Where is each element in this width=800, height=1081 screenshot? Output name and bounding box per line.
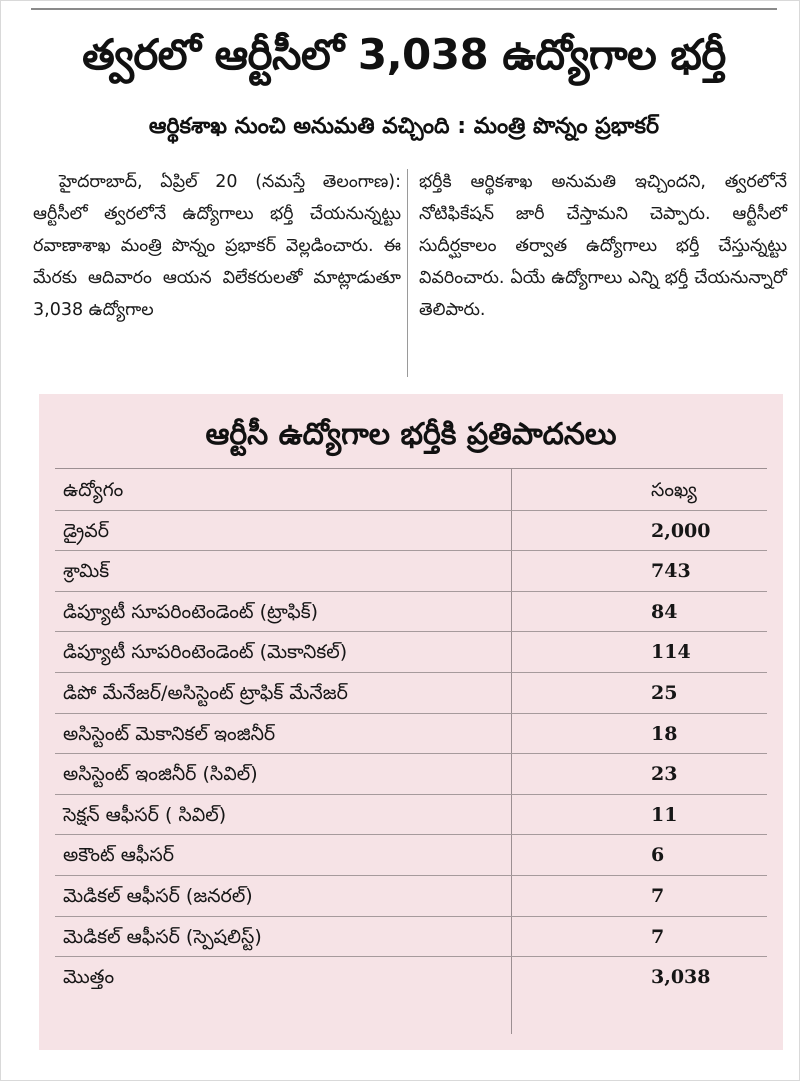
row-post: అసిస్టెంట్ ఇంజినీర్ (సివిల్) (63, 763, 258, 786)
table-row (55, 835, 767, 876)
row-post: అసిస్టెంట్ మెకానికల్ ఇంజినీర్ (63, 722, 276, 745)
total-label: మొత్తం (63, 966, 115, 989)
row-post: మెడికల్ ఆఫీసర్ (జనరల్) (63, 884, 253, 907)
row-count: 6 (651, 844, 665, 867)
table-row (55, 714, 767, 755)
row-count: 25 (651, 681, 678, 704)
row-post: డిప్యూటీ సూపరింటెండెంట్ (ట్రాఫిక్) (63, 600, 319, 623)
top-rule (31, 8, 777, 10)
header-count: సంఖ్య (651, 479, 697, 501)
row-count: 11 (651, 803, 678, 826)
row-post: డిప్యూటీ సూపరింటెండెంట్ (మెకానికల్) (63, 641, 348, 664)
row-count: 743 (651, 560, 691, 583)
table-header-row (55, 470, 767, 511)
table-row (55, 754, 767, 795)
table-rows (55, 470, 767, 998)
subheadline: ఆర్థికశాఖ నుంచి అనుమతి వచ్చింది : మంత్రి పొన్నం ప్రభాకర్ (148, 114, 660, 139)
article-body-left-column: హైదరాబాద్, ఏప్రిల్ 20 (నమస్తే తెలంగాణ): ఆర్టీసీలో త్వరలోనే ఉద్యోగాలు భర్తీ చేయనున్నట్టు రవాణాశాఖ మంత్రి పొన్నం ప్రభాకర్ వెల్లడించారు. ఈ మేరకు ఆదివారం ఆయన విలేకరులతో మాట్లాడుతూ 3,038 ఉద్యోగాల (33, 172, 401, 320)
table-row (55, 917, 767, 958)
header-post: ఉద్యోగం (63, 479, 124, 501)
article-body-right-column: భర్తీకి ఆర్థికశాఖ అనుమతి ఇచ్చిందని, త్వరలోనే నోటిఫికేషన్ జారీ చేస్తామని చెప్పారు. ఆర్టీసీలో సుదీర్ఘకాలం తర్వాత ఉద్యోగాలు భర్తీ చేస్తున్నట్టు వివరించారు. ఏయే ఉద్యోగాలు ఎన్ని భర్తీ చేయనున్నారో తెలిపారు. (419, 172, 787, 320)
row-count: 2,000 (651, 519, 711, 542)
row-post: డ్రైవర్ (63, 519, 110, 542)
column-divider (407, 169, 408, 377)
table-row (55, 551, 767, 592)
headline: త్వరలో ఆర్టీసీలో 3,038 ఉద్యోగాల భర్తీ (82, 30, 726, 79)
row-post: అకౌంట్ ఆఫీసర్ (63, 844, 174, 867)
table-row (55, 632, 767, 673)
recruitment-table (39, 394, 783, 1050)
row-count: 7 (651, 884, 665, 907)
row-count: 7 (651, 925, 665, 948)
table-title-rule (55, 468, 767, 469)
table-total-row (55, 957, 767, 998)
table-row (55, 795, 767, 836)
row-post: సెక్షన్ ఆఫీసర్ ( సివిల్) (63, 803, 227, 826)
table-row (55, 673, 767, 714)
row-count: 23 (651, 763, 678, 786)
total-count: 3,038 (651, 966, 711, 989)
row-post: మెడికల్ ఆఫీసర్ (స్పెషలిస్ట్) (63, 925, 262, 948)
table-row (55, 511, 767, 552)
table-row (55, 592, 767, 633)
table-title: ఆర్టీసీ ఉద్యోగాల భర్తీకి ప్రతిపాదనలు (205, 417, 617, 452)
row-post: శ్రామిక్ (63, 560, 110, 583)
row-post: డిపో మేనేజర్/అసిస్టెంట్ ట్రాఫిక్ మేనేజర్ (63, 681, 348, 704)
table-row (55, 876, 767, 917)
row-count: 114 (651, 641, 691, 664)
row-count: 18 (651, 722, 678, 745)
row-count: 84 (651, 600, 678, 623)
